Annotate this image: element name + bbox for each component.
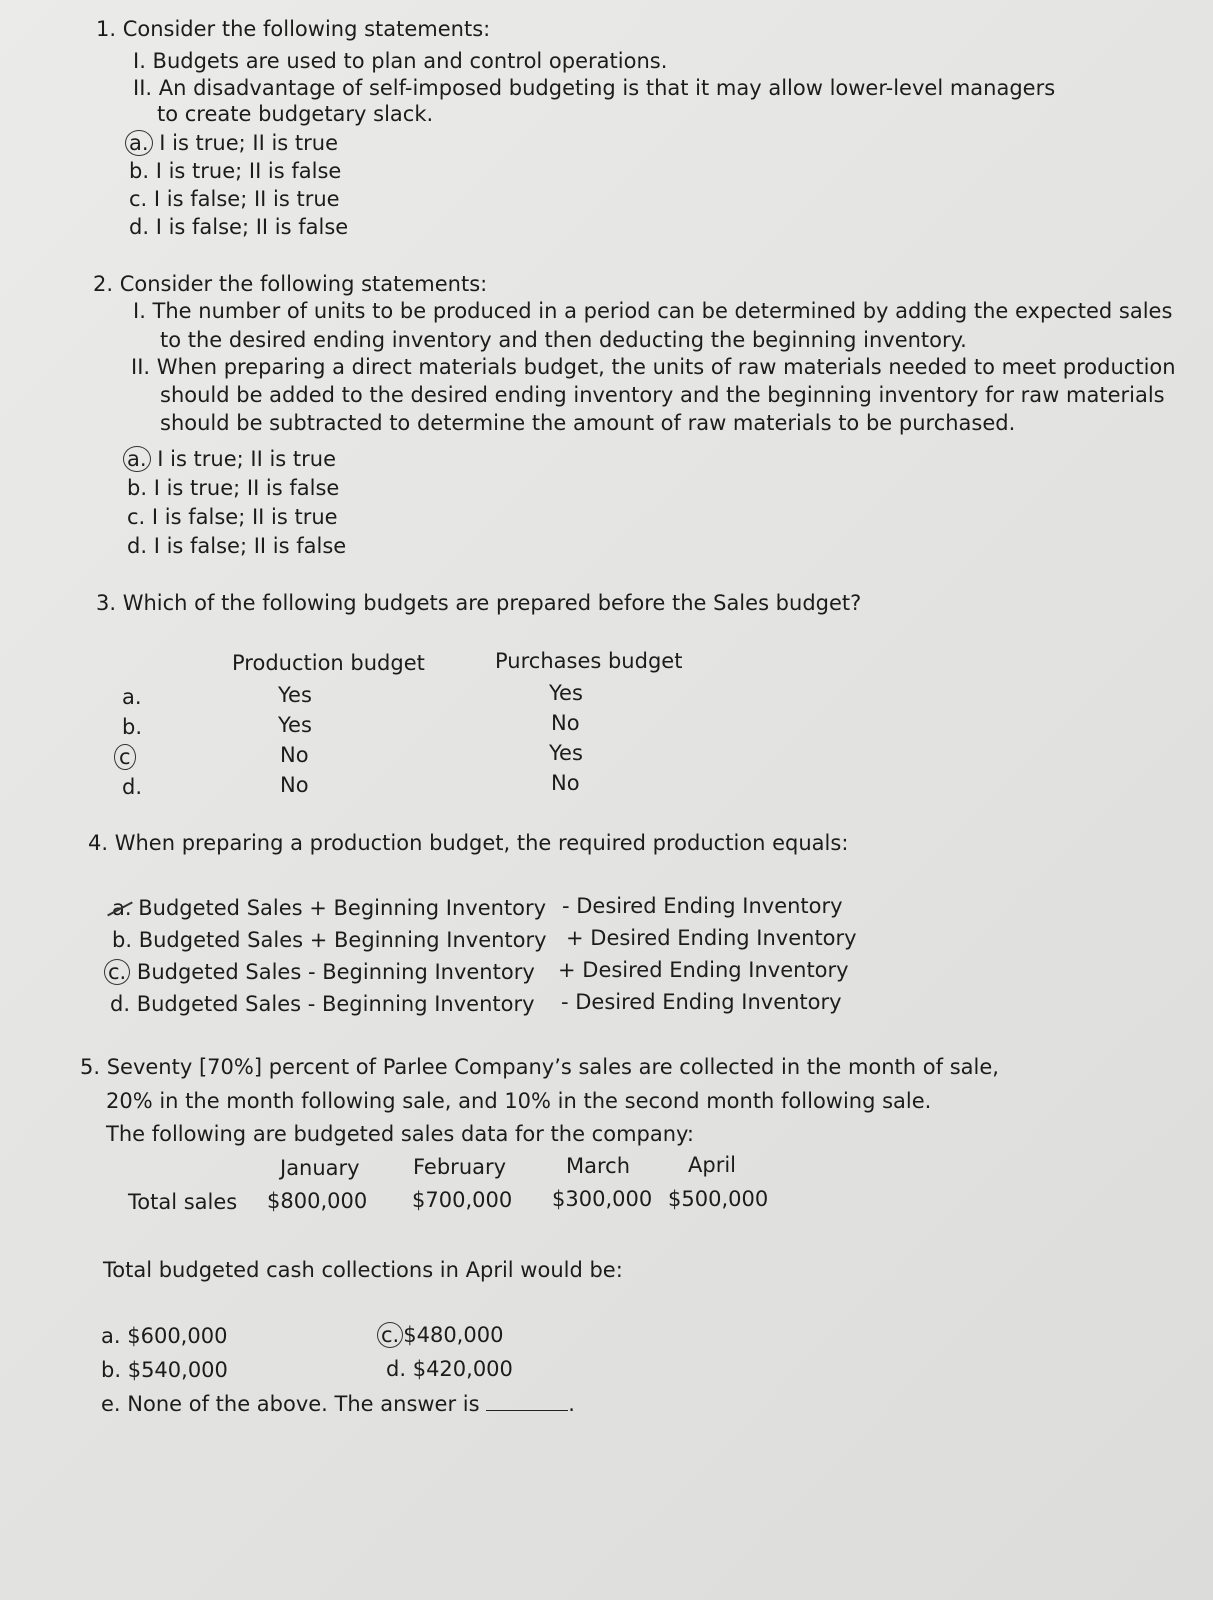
q2-statement-1-line2: to the desired ending inventory and then deducting the beginning inventory.: [160, 328, 967, 352]
q3-row-b-production: Yes: [278, 713, 312, 737]
q1-option-a[interactable]: a. I is true; II is true: [129, 130, 338, 156]
q3-header-production: Production budget: [232, 651, 425, 675]
selected-answer-circle: c.: [377, 1322, 403, 1348]
q3-row-c-production: No: [280, 743, 309, 767]
selected-answer-circle: a.: [123, 446, 151, 472]
q2-option-c[interactable]: c. I is false; II is true: [127, 505, 338, 529]
q2-statement-2-line2: should be added to the desired ending inventory and the beginning inventory for raw materials: [160, 383, 1165, 407]
q5-sales-march: $300,000: [552, 1187, 653, 1211]
q2-stem: 2. Consider the following statements:: [93, 272, 488, 296]
q5-line3: The following are budgeted sales data for the company:: [106, 1122, 695, 1146]
q5-line2: 20% in the month following sale, and 10% in the second month following sale.: [106, 1089, 932, 1113]
q5-option-b[interactable]: b. $540,000: [101, 1358, 228, 1382]
q2-statement-2-line1: II. When preparing a direct materials budget, the units of raw materials needed to meet production: [131, 355, 1176, 379]
q4-option-b[interactable]: b. Budgeted Sales + Beginning Inventory: [112, 928, 547, 952]
q1-option-d[interactable]: d. I is false; II is false: [129, 215, 349, 239]
q5-option-a[interactable]: a. $600,000: [101, 1324, 228, 1348]
q4-option-a[interactable]: a. Budgeted Sales + Beginning Inventory: [112, 896, 547, 920]
q2-statement-2-line3: should be subtracted to determine the amount of raw materials to be purchased.: [160, 411, 1016, 435]
q2-option-a[interactable]: a. I is true; II is true: [127, 446, 336, 472]
selected-answer-circle: c: [114, 744, 136, 770]
selected-answer-circle: a.: [125, 130, 153, 156]
selected-answer-circle: c.: [104, 959, 130, 985]
q5-month-february: February: [413, 1155, 507, 1179]
q4-stem: 4. When preparing a production budget, the required production equals:: [88, 831, 849, 855]
q3-row-d-letter[interactable]: d.: [122, 775, 143, 799]
q5-month-april: April: [688, 1153, 736, 1177]
crossed-out-answer: a.: [112, 896, 132, 920]
q5-option-c[interactable]: c. $480,000: [381, 1322, 503, 1348]
q1-statement-2-line2: to create budgetary slack.: [157, 102, 434, 126]
q3-row-a-production: Yes: [278, 683, 312, 707]
q5-sales-april: $500,000: [668, 1187, 769, 1211]
q3-row-c-letter[interactable]: [118, 744, 136, 770]
q3-row-b-letter[interactable]: b.: [122, 715, 143, 739]
q3-row-c-purchases: Yes: [549, 741, 583, 765]
q2-option-d[interactable]: d. I is false; II is false: [127, 534, 347, 558]
q5-row-label: Total sales: [128, 1190, 238, 1214]
q1-option-b[interactable]: b. I is true; II is false: [129, 159, 342, 183]
q4-option-d[interactable]: d. Budgeted Sales - Beginning Inventory: [110, 992, 535, 1016]
q3-row-a-purchases: Yes: [549, 681, 583, 705]
q5-sales-february: $700,000: [412, 1188, 513, 1212]
q3-row-d-production: No: [280, 773, 309, 797]
q4-option-c[interactable]: c. Budgeted Sales - Beginning Inventory: [108, 959, 535, 985]
q5-sales-january: $800,000: [267, 1189, 368, 1213]
q4-option-a-part2: - Desired Ending Inventory: [562, 894, 843, 918]
q1-statement-2-line1: II. An disadvantage of self-imposed budgeting is that it may allow lower-level managers: [133, 76, 1056, 100]
q5-line1: 5. Seventy [70%] percent of Parlee Company’s sales are collected in the month of sale,: [80, 1055, 999, 1079]
q5-option-e[interactable]: e. None of the above. The answer is .: [101, 1392, 575, 1416]
q1-stem: 1. Consider the following statements:: [96, 17, 491, 41]
q4-option-d-part2: - Desired Ending Inventory: [561, 990, 842, 1014]
q3-stem: 3. Which of the following budgets are prepared before the Sales budget?: [96, 591, 862, 615]
q2-option-b[interactable]: b. I is true; II is false: [127, 476, 340, 500]
q4-option-b-part2: + Desired Ending Inventory: [566, 926, 857, 950]
q3-row-a-letter[interactable]: a.: [122, 685, 142, 709]
q3-row-d-purchases: No: [551, 771, 580, 795]
q5-month-march: March: [566, 1154, 631, 1178]
q3-header-purchases: Purchases budget: [495, 649, 683, 673]
q5-question: Total budgeted cash collections in April would be:: [103, 1258, 623, 1282]
q5-option-d[interactable]: d. $420,000: [386, 1357, 513, 1381]
q5-month-january: January: [280, 1156, 360, 1180]
answer-blank[interactable]: [486, 1392, 568, 1411]
q3-row-b-purchases: No: [551, 711, 580, 735]
q4-option-c-part2: + Desired Ending Inventory: [558, 958, 849, 982]
q1-option-c[interactable]: c. I is false; II is true: [129, 187, 340, 211]
q1-statement-1: I. Budgets are used to plan and control operations.: [133, 49, 668, 73]
q2-statement-1-line1: I. The number of units to be produced in a period can be determined by adding the expected sales: [133, 299, 1173, 323]
